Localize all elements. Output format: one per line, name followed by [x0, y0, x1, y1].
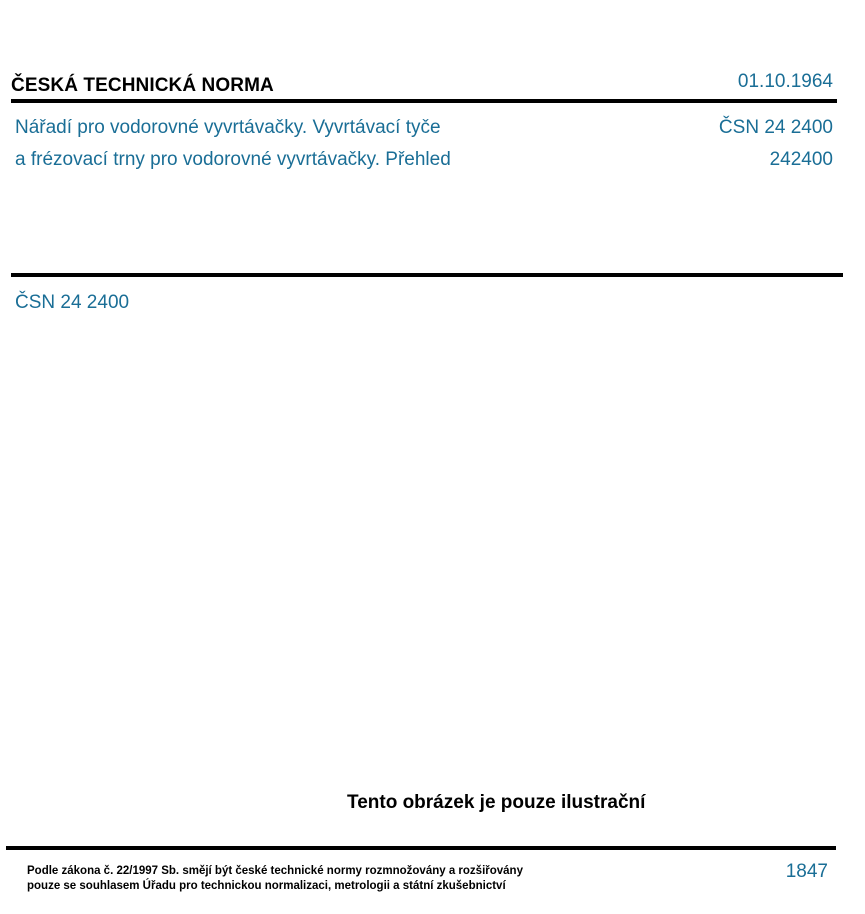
class-number: 242400: [769, 149, 833, 170]
standard-title-line-1: Nářadí pro vodorovné vyvrtávačky. Vyvrtávací tyče: [15, 117, 441, 138]
legal-notice-line-2: pouze se souhlasem Úřadu pro technickou normalizaci, metrologii a státní zkušebnictví: [27, 880, 506, 892]
body-standard-label: ČSN 24 2400: [15, 292, 130, 313]
standard-title-line-2: a frézovací trny pro vodorovné vyvrtávačky. Přehled: [15, 149, 451, 170]
section-divider: [11, 273, 843, 277]
illustration-notice: Tento obrázek je pouze ilustrační: [347, 792, 646, 813]
header-divider: [11, 99, 837, 103]
legal-notice: [27, 864, 523, 894]
document-header-title: ČESKÁ TECHNICKÁ NORMA: [11, 75, 274, 96]
legal-notice-line-1: Podle zákona č. 22/1997 Sb. smějí být české technické normy rozmnožovány a rozšiřovány: [27, 865, 523, 877]
page-number: 1847: [785, 861, 828, 882]
issue-date: 01.10.1964: [737, 71, 833, 92]
standard-designation: ČSN 24 2400: [718, 117, 833, 138]
footer-divider: [6, 846, 836, 850]
